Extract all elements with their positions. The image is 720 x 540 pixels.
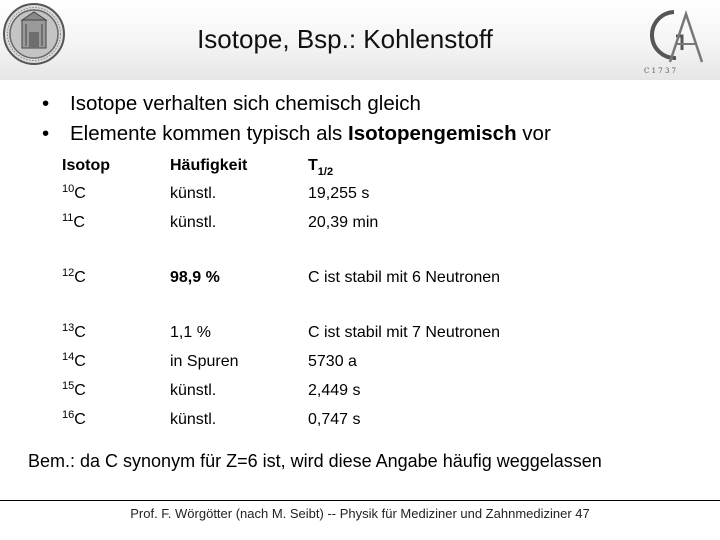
bullet-text-rest: vor [516, 122, 551, 145]
bullet-bold-term: Isotopengemisch [348, 122, 517, 145]
note-cell: C ist stabil mit 7 Neutronen [308, 324, 501, 341]
isotope-cell: $^{15}$C [62, 380, 86, 399]
slide-footer: Prof. F. Wörgötter (nach M. Seibt) -- Physik für Mediziner und Zahnmediziner 47 [130, 506, 590, 521]
abundance-cell: künstl. [170, 411, 217, 428]
bullet-text: Isotope verhalten sich chemisch gleich [70, 92, 421, 115]
header-abundance: Häufigkeit [170, 157, 248, 174]
isotope-cell: $^{10}$C [62, 183, 86, 202]
isotope-cell: $^{11}$C [62, 212, 85, 231]
bullet-dot: • [42, 122, 50, 145]
isotope-cell: $^{14}$C [62, 351, 86, 370]
note-cell: 19,255 s [308, 185, 370, 202]
header-halflife [308, 156, 333, 177]
isotope-cell: $^{13}$C [62, 322, 86, 341]
isotope-cell: $^{12}$C [62, 267, 86, 286]
slide-title: Isotope, Bsp.: Kohlenstoff [197, 24, 493, 54]
bullet-text: Elemente kommen typisch als [70, 122, 349, 145]
remark-text: Bem.: da C synonym für Z=6 ist, wird diese Angabe häufig weggelassen [28, 451, 602, 471]
isotope-cell: $^{16}$C [62, 409, 86, 428]
note-cell: 0,747 s [308, 411, 361, 428]
abundance-cell: künstl. [170, 185, 217, 202]
bullet-dot: • [42, 92, 50, 115]
logo-caption: C 1 7 3 7 [644, 67, 677, 75]
header-halflife-sub: 1/2 [317, 166, 334, 178]
footer-divider [0, 500, 720, 501]
abundance-cell: künstl. [170, 382, 217, 399]
header-isotope: Isotop [62, 157, 110, 174]
note-cell: 20,39 min [308, 214, 379, 231]
note-cell: 5730 a [308, 353, 357, 370]
note-cell: 2,449 s [308, 382, 361, 399]
abundance-cell: künstl. [170, 214, 217, 231]
abundance-cell: in Spuren [170, 353, 239, 370]
note-cell: C ist stabil mit 6 Neutronen [308, 269, 501, 286]
abundance-cell: 1,1 % [170, 324, 211, 341]
header-halflife-base: T [308, 157, 318, 174]
abundance-cell: 98,9 % [170, 269, 220, 286]
